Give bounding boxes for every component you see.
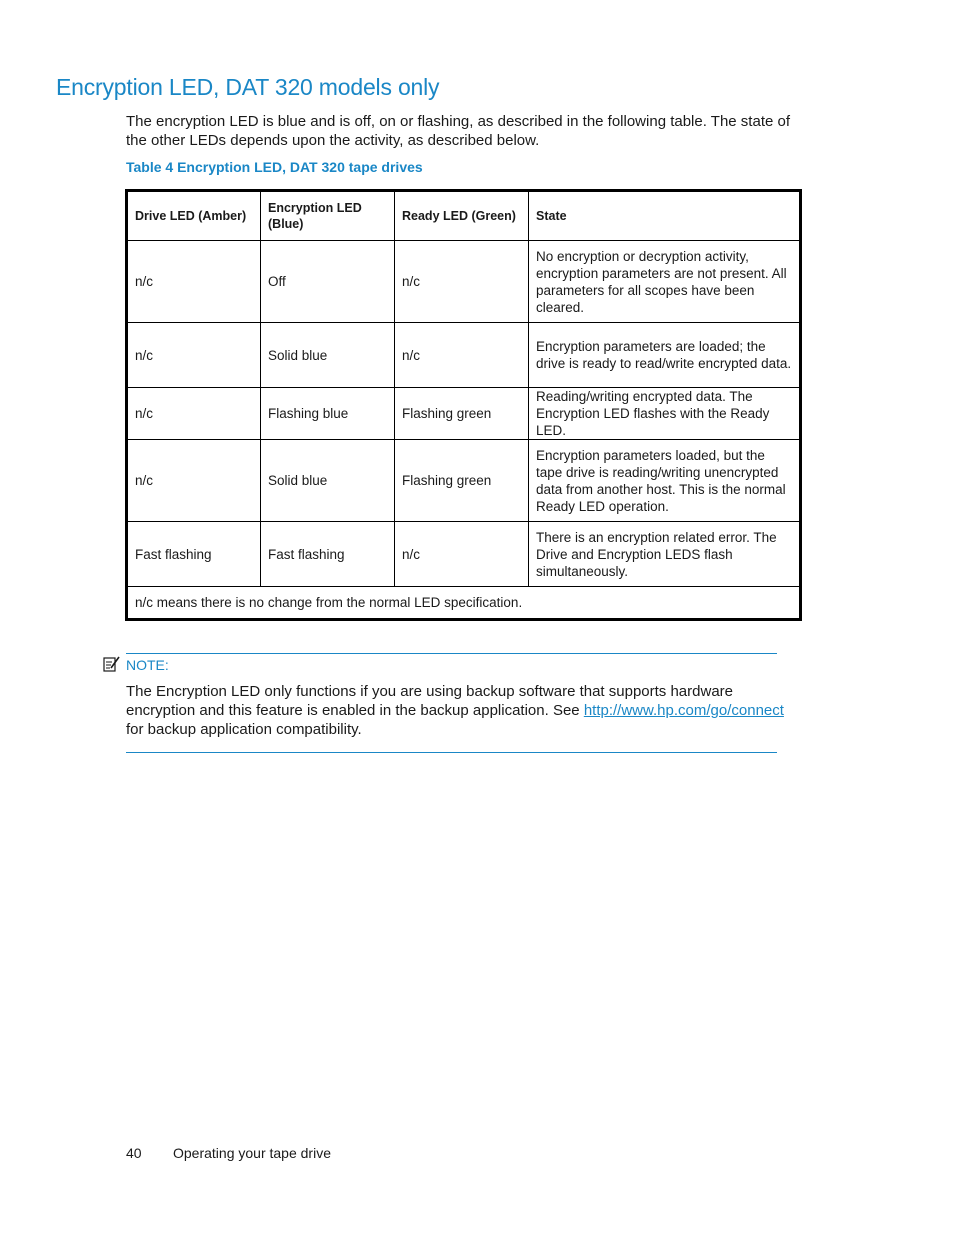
cell-encryption-led: Flashing blue: [261, 388, 395, 440]
intro-paragraph: The encryption LED is blue and is off, on or flashing, as described in the following table. The state of the other LEDs depends upon the activity, as described below.: [126, 113, 791, 149]
cell-state: Encryption parameters are loaded; the drive is ready to read/write encrypted data.: [529, 323, 801, 388]
table-footnote-row: [127, 587, 801, 620]
note-bottom-rule: [126, 752, 777, 753]
cell-ready-led: n/c: [395, 241, 529, 323]
cell-encryption-led: Fast flashing: [261, 522, 395, 587]
table-row: [127, 388, 801, 440]
cell-drive-led: n/c: [127, 323, 261, 388]
page-number: 40: [126, 1145, 142, 1161]
cell-state: Encryption parameters loaded, but the tape drive is reading/writing unencrypted data from another host. This is the normal Ready LED operation.: [529, 440, 801, 522]
page-title: Encryption LED, DAT 320 models only: [56, 74, 440, 100]
table-caption: Table 4 Encryption LED, DAT 320 tape drives: [126, 159, 423, 175]
header-state: State: [529, 191, 801, 241]
cell-ready-led: Flashing green: [395, 440, 529, 522]
hp-connect-link[interactable]: http://www.hp.com/go/connect: [583, 702, 784, 719]
table-footnote: n/c means there is no change from the normal LED specification.: [127, 587, 801, 620]
cell-state: No encryption or decryption activity, encryption parameters are not present. All parameters for all scopes have been cleared.: [529, 241, 801, 323]
header-ready-led: Ready LED (Green): [395, 191, 529, 241]
note-top-rule: [126, 653, 777, 654]
table-row: [127, 323, 801, 388]
table-row: [127, 440, 801, 522]
note-text-after: for backup application compatibility.: [126, 721, 362, 738]
cell-ready-led: n/c: [395, 323, 529, 388]
note-body: [126, 682, 786, 739]
table-row: [127, 522, 801, 587]
cell-encryption-led: Solid blue: [261, 440, 395, 522]
cell-drive-led: n/c: [127, 241, 261, 323]
cell-encryption-led: Off: [261, 241, 395, 323]
cell-ready-led: n/c: [395, 522, 529, 587]
header-drive-led: Drive LED (Amber): [127, 191, 261, 241]
note-text-before: The Encryption LED only functions if you are using backup software that supports hardware encryption and this feature is enabled in the backup application. See: [126, 683, 733, 719]
cell-state: There is an encryption related error. The Drive and Encryption LEDS flash simultaneously.: [529, 522, 801, 587]
cell-drive-led: Fast flashing: [127, 522, 261, 587]
encryption-led-table: [125, 189, 802, 621]
cell-drive-led: n/c: [127, 440, 261, 522]
cell-drive-led: n/c: [127, 388, 261, 440]
note-pencil-icon: [103, 656, 121, 672]
header-encryption-led: Encryption LED (Blue): [261, 191, 395, 241]
cell-state: Reading/writing encrypted data. The Encryption LED flashes with the Ready LED.: [529, 388, 801, 440]
footer-section-title: Operating your tape drive: [173, 1145, 331, 1161]
note-label: NOTE:: [126, 657, 169, 673]
table-row: [127, 241, 801, 323]
table-header-row: [127, 191, 801, 241]
cell-ready-led: Flashing green: [395, 388, 529, 440]
cell-encryption-led: Solid blue: [261, 323, 395, 388]
